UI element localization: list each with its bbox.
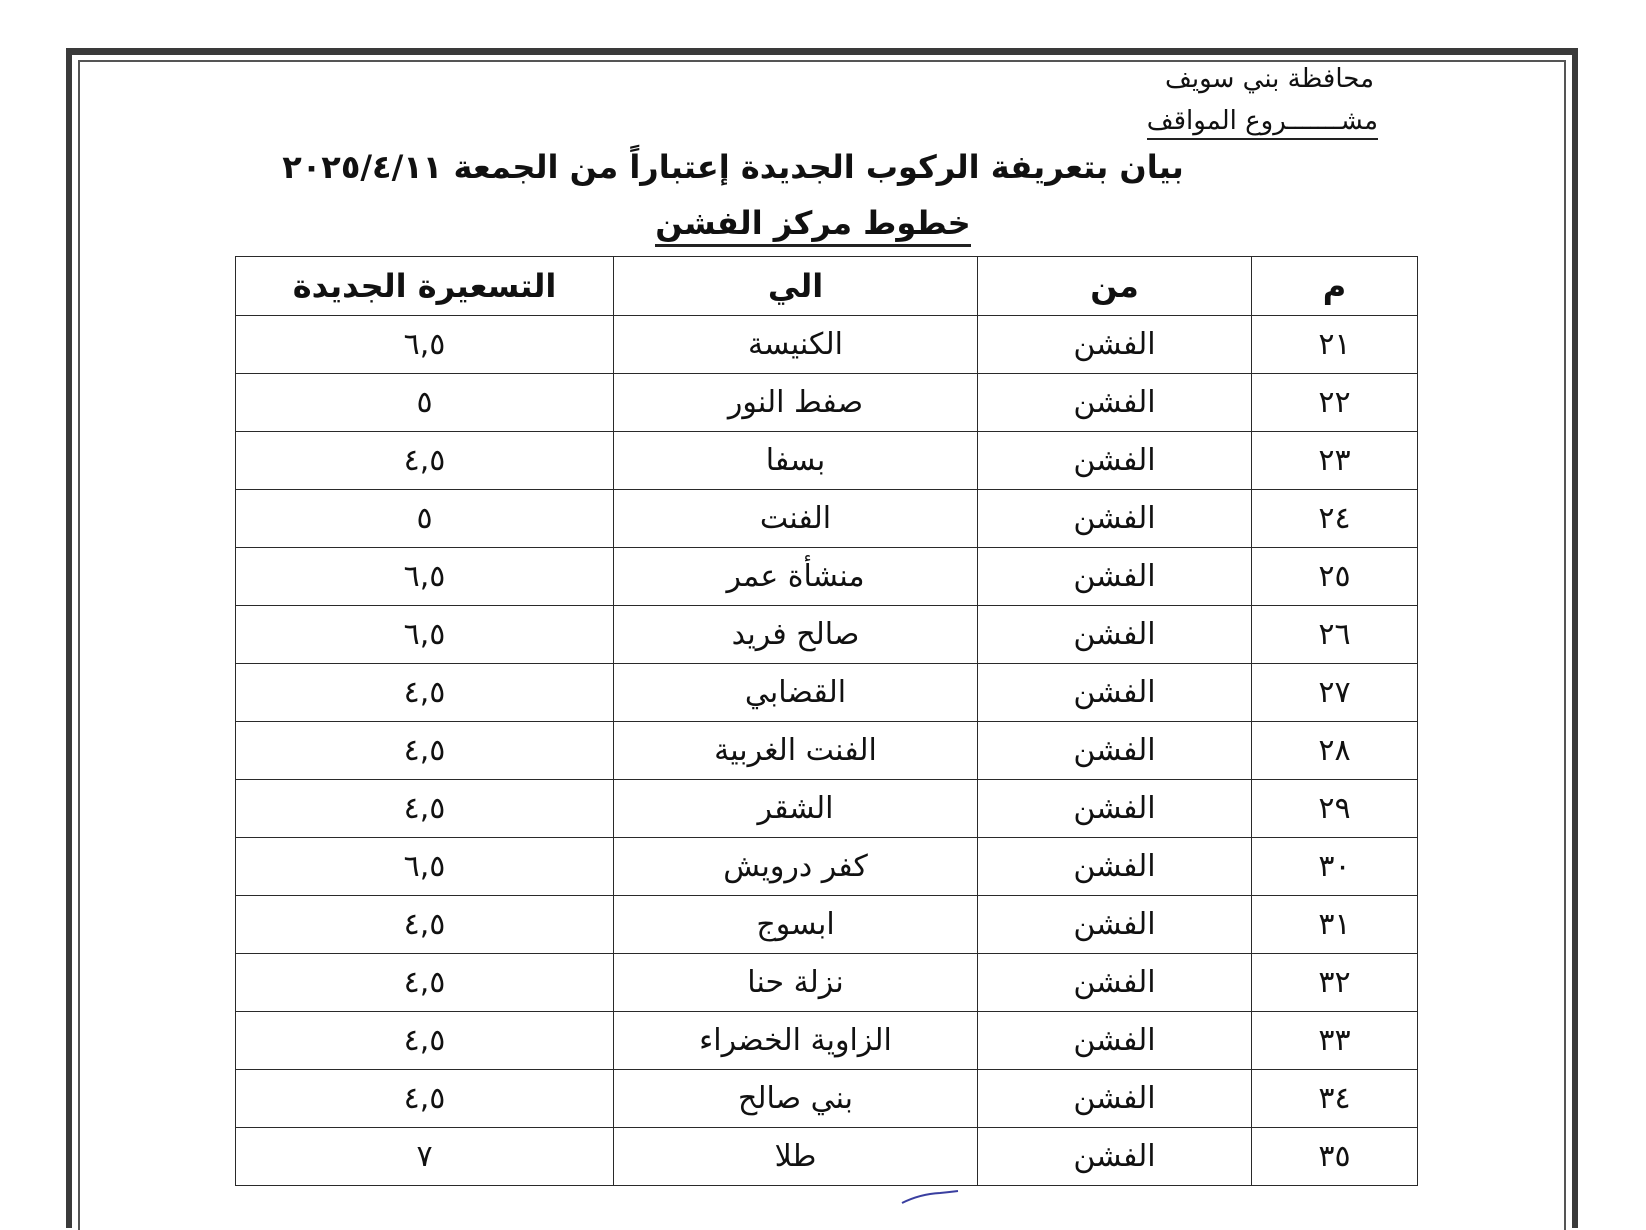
- cell-from: الفشن: [978, 1128, 1252, 1186]
- cell-fare: ٤,٥: [236, 896, 614, 954]
- table-row: [236, 1128, 1418, 1186]
- cell-from: الفشن: [978, 548, 1252, 606]
- cell-from: الفشن: [978, 490, 1252, 548]
- cell-fare: ٤,٥: [236, 664, 614, 722]
- cell-from: الفشن: [978, 664, 1252, 722]
- table-row: [236, 606, 1418, 664]
- document-title: بيان بتعريفة الركوب الجديدة إعتباراً من الجمعة ٢٠٢٥/٤/١١: [282, 148, 1184, 186]
- cell-to: بني صالح: [614, 1070, 978, 1128]
- cell-from: الفشن: [978, 896, 1252, 954]
- cell-fare: ٤,٥: [236, 1070, 614, 1128]
- cell-fare: ٦,٥: [236, 838, 614, 896]
- cell-fare: ٤,٥: [236, 1012, 614, 1070]
- cell-fare: ٤,٥: [236, 432, 614, 490]
- cell-to: كفر درويش: [614, 838, 978, 896]
- cell-from: الفشن: [978, 1070, 1252, 1128]
- cell-from: الفشن: [978, 1012, 1252, 1070]
- cell-to: الفنت: [614, 490, 978, 548]
- cell-fare: ٦,٥: [236, 316, 614, 374]
- fares-table: [235, 256, 1418, 1186]
- cell-number: ٣١: [1252, 896, 1418, 954]
- cell-to: القضابي: [614, 664, 978, 722]
- cell-to: طلا: [614, 1128, 978, 1186]
- cell-from: الفشن: [978, 606, 1252, 664]
- cell-from: الفشن: [978, 316, 1252, 374]
- table-row: [236, 954, 1418, 1012]
- cell-to: نزلة حنا: [614, 954, 978, 1012]
- table-row: [236, 432, 1418, 490]
- document-subtitle-text: خطوط مركز الفشن: [655, 204, 970, 247]
- column-header-from: من: [978, 257, 1252, 316]
- cell-from: الفشن: [978, 432, 1252, 490]
- project-label-text: مشـــــــروع المواقف: [1147, 106, 1378, 140]
- cell-number: ٢٤: [1252, 490, 1418, 548]
- cell-number: ٣٠: [1252, 838, 1418, 896]
- table-row: [236, 548, 1418, 606]
- cell-number: ٣٥: [1252, 1128, 1418, 1186]
- ink-mark: [900, 1190, 960, 1204]
- cell-fare: ٦,٥: [236, 606, 614, 664]
- cell-to: الشقر: [614, 780, 978, 838]
- column-header-to: الي: [614, 257, 978, 316]
- document-subtitle: [0, 204, 1646, 242]
- cell-from: الفشن: [978, 838, 1252, 896]
- table-row: [236, 838, 1418, 896]
- cell-number: ٣٢: [1252, 954, 1418, 1012]
- cell-number: ٢٢: [1252, 374, 1418, 432]
- governorate-label: محافظة بني سويف: [1165, 64, 1374, 94]
- project-label: [1147, 106, 1378, 137]
- cell-to: الزاوية الخضراء: [614, 1012, 978, 1070]
- cell-fare: ٤,٥: [236, 780, 614, 838]
- cell-fare: ٥: [236, 490, 614, 548]
- cell-to: منشأة عمر: [614, 548, 978, 606]
- cell-to: الفنت الغربية: [614, 722, 978, 780]
- table-row: [236, 316, 1418, 374]
- cell-number: ٢٨: [1252, 722, 1418, 780]
- column-header-number: م: [1252, 257, 1418, 316]
- column-header-fare: التسعيرة الجديدة: [236, 257, 614, 316]
- cell-number: ٢٣: [1252, 432, 1418, 490]
- cell-fare: ٤,٥: [236, 954, 614, 1012]
- cell-number: ٣٤: [1252, 1070, 1418, 1128]
- table-row: [236, 896, 1418, 954]
- cell-from: الفشن: [978, 780, 1252, 838]
- cell-fare: ٤,٥: [236, 722, 614, 780]
- cell-to: صفط النور: [614, 374, 978, 432]
- cell-from: الفشن: [978, 722, 1252, 780]
- table-header-row: [236, 257, 1418, 316]
- cell-fare: ٥: [236, 374, 614, 432]
- table-row: [236, 722, 1418, 780]
- cell-fare: ٦,٥: [236, 548, 614, 606]
- cell-from: الفشن: [978, 954, 1252, 1012]
- cell-number: ٣٣: [1252, 1012, 1418, 1070]
- cell-to: الكنيسة: [614, 316, 978, 374]
- cell-fare: ٧: [236, 1128, 614, 1186]
- table-body: [236, 316, 1418, 1186]
- cell-to: بسفا: [614, 432, 978, 490]
- cell-number: ٢٩: [1252, 780, 1418, 838]
- cell-number: ٢٦: [1252, 606, 1418, 664]
- cell-to: ابسوج: [614, 896, 978, 954]
- cell-to: صالح فريد: [614, 606, 978, 664]
- cell-number: ٢١: [1252, 316, 1418, 374]
- table-row: [236, 780, 1418, 838]
- table-row: [236, 1012, 1418, 1070]
- cell-number: ٢٥: [1252, 548, 1418, 606]
- table-row: [236, 490, 1418, 548]
- table-row: [236, 374, 1418, 432]
- cell-from: الفشن: [978, 374, 1252, 432]
- table-row: [236, 1070, 1418, 1128]
- cell-number: ٢٧: [1252, 664, 1418, 722]
- table-row: [236, 664, 1418, 722]
